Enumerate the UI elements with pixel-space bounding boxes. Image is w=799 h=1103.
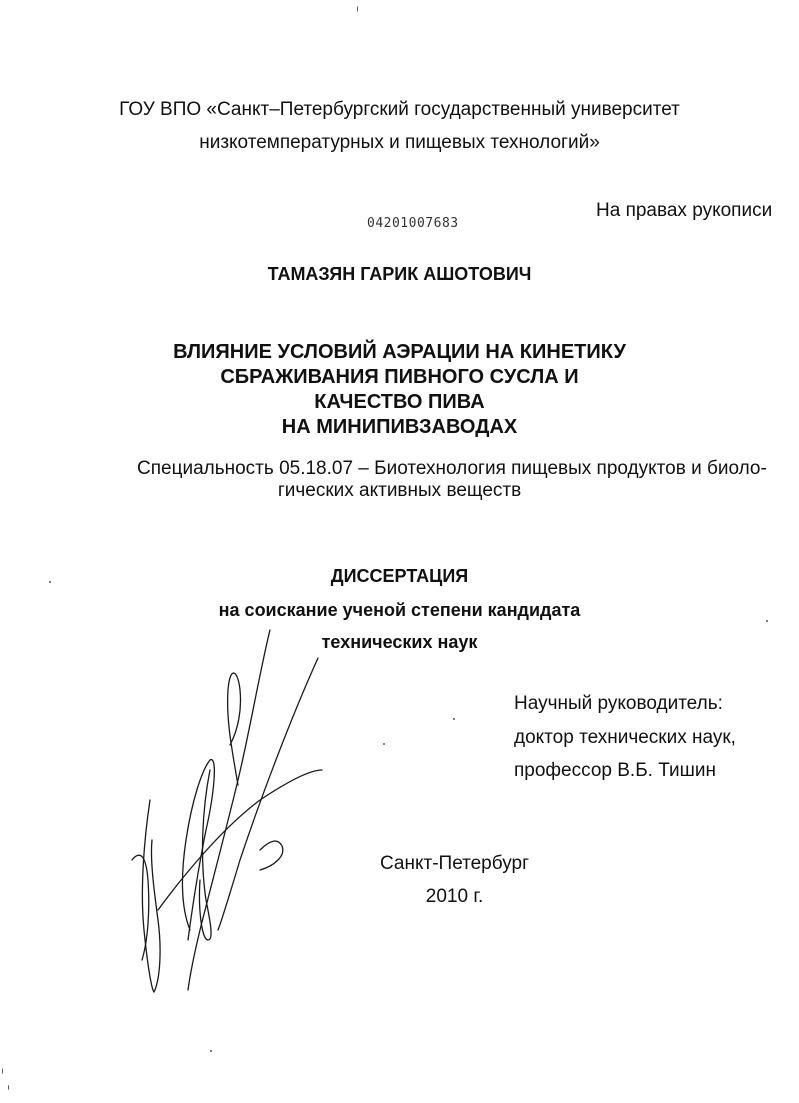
specialty-line-1: Специальность 05.18.07 – Биотехнология пищевых продуктов и биоло-	[137, 458, 767, 479]
title-line-2: СБРАЖИВАНИЯ ПИВНОГО СУСЛА И	[220, 366, 579, 388]
supervisor-name: профессор В.Б. Тишин	[514, 760, 716, 781]
scan-speck	[8, 1085, 9, 1090]
institution-line-1: ГОУ ВПО «Санкт–Петербургский государственный университет	[119, 99, 680, 120]
specialty-line-2: гических активных веществ	[277, 480, 522, 501]
scan-speck	[383, 743, 385, 745]
scan-speck	[357, 6, 358, 12]
year: 2010 г.	[425, 886, 484, 907]
scan-speck	[766, 620, 768, 622]
institution-line-2: низкотемпературных и пищевых технологий»	[199, 132, 600, 153]
supervisor-degree: доктор технических наук,	[514, 727, 736, 748]
author-name: ТАМАЗЯН ГАРИК АШОТОВИЧ	[267, 264, 532, 284]
signature-icon	[110, 610, 350, 1010]
registration-number: 04201007683	[367, 216, 459, 231]
dissertation-degree-line-1: на соискание ученой степени кандидата	[218, 600, 581, 620]
supervisor-label: Научный руководитель:	[514, 693, 723, 714]
title-line-1: ВЛИЯНИЕ УСЛОВИЙ АЭРАЦИИ НА КИНЕТИКУ	[173, 341, 626, 363]
dissertation-label: ДИССЕРТАЦИЯ	[330, 566, 469, 586]
scan-speck	[453, 718, 455, 720]
dissertation-degree-line-2: технических наук	[321, 632, 478, 652]
city: Санкт-Петербург	[379, 853, 529, 874]
scan-speck	[210, 1050, 212, 1052]
title-line-4: НА МИНИПИВЗАВОДАХ	[281, 416, 518, 438]
title-line-3: КАЧЕСТВО ПИВА	[314, 391, 485, 413]
rights-note: На правах рукописи	[596, 200, 773, 221]
scan-speck	[2, 1068, 3, 1074]
scan-speck	[49, 581, 51, 583]
